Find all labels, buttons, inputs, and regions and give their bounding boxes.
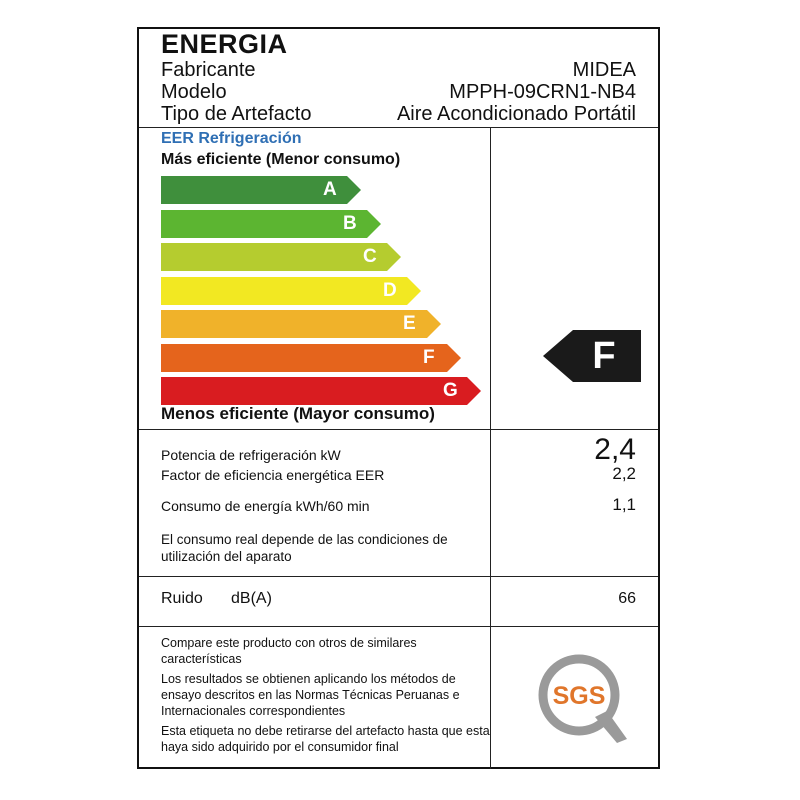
label-title: ENERGIA [161, 29, 288, 59]
efficiency-letter-a: A [323, 179, 337, 200]
footer-note-method: Los resultados se obtienen aplicando los métodos de ensayo descritos en las Normas Técnicas Peruanas e Internacionales correspondientes [161, 672, 460, 718]
divider-noise [139, 626, 658, 627]
metric-label: Potencia de refrigeración kW [161, 447, 341, 463]
noise-unit: dB(A) [231, 590, 272, 607]
header-row-type [161, 103, 636, 125]
efficiency-letter-f: F [423, 346, 435, 368]
metric-value: 2,4 [594, 433, 636, 466]
metric-row-eer [161, 464, 636, 487]
svg-text:SGS: SGS [552, 682, 606, 710]
divider-metrics [139, 576, 658, 577]
manufacturer-value: MIDEA [572, 59, 636, 81]
footer-note-compare: Compare este producto con otros de similares características [161, 636, 417, 666]
efficiency-letter-b: B [343, 212, 357, 234]
metric-value: 1,1 [612, 495, 636, 514]
footer-note-retain: Esta etiqueta no debe retirarse del artefacto hasta que esta haya sido adquirido por el consumidor final [161, 724, 490, 754]
metric-row-cooling-power [161, 435, 636, 469]
metric-label: Factor de eficiencia energética EER [161, 467, 385, 483]
noise-label: Ruido [161, 590, 203, 607]
divider-header [139, 127, 658, 128]
model-label: Modelo [161, 81, 227, 103]
type-label: Tipo de Artefacto [161, 103, 312, 125]
sgs-logo [535, 651, 631, 747]
model-value: MPPH-09CRN1-NB4 [449, 81, 636, 103]
rating-letter: F [592, 335, 616, 377]
efficiency-bar-a [161, 176, 361, 204]
header-row-manufacturer [161, 59, 636, 81]
metric-row-consumption [161, 495, 636, 518]
divider-efficiency [139, 429, 658, 430]
metric-label: Consumo de energía kWh/60 min [161, 498, 370, 514]
noise-value: 66 [618, 590, 636, 607]
efficiency-letter-d: D [383, 279, 397, 301]
efficiency-letter-g: G [443, 380, 458, 401]
efficiency-letter-c: C [363, 246, 377, 267]
rating-indicator [543, 330, 641, 382]
energy-label [137, 27, 660, 769]
header-row-model [161, 81, 636, 103]
efficiency-bar-b [161, 210, 381, 238]
efficiency-bar-d [161, 277, 421, 305]
consumption-note: El consumo real depende de las condiciones de utilización del aparato [161, 532, 448, 564]
metric-value: 2,2 [612, 464, 636, 483]
efficiency-bar-g [161, 377, 481, 405]
efficiency-bar-f [161, 344, 461, 372]
efficiency-letter-e: E [403, 313, 416, 334]
eer-title: EER Refrigeración [161, 130, 302, 147]
less-efficient-label: Menos eficiente (Mayor consumo) [161, 404, 435, 423]
efficiency-bar-e [161, 310, 441, 338]
manufacturer-label: Fabricante [161, 59, 256, 81]
type-value: Aire Acondicionado Portátil [396, 103, 636, 125]
efficiency-bar-c [161, 243, 401, 271]
more-efficient-label: Más eficiente (Menor consumo) [161, 151, 401, 168]
